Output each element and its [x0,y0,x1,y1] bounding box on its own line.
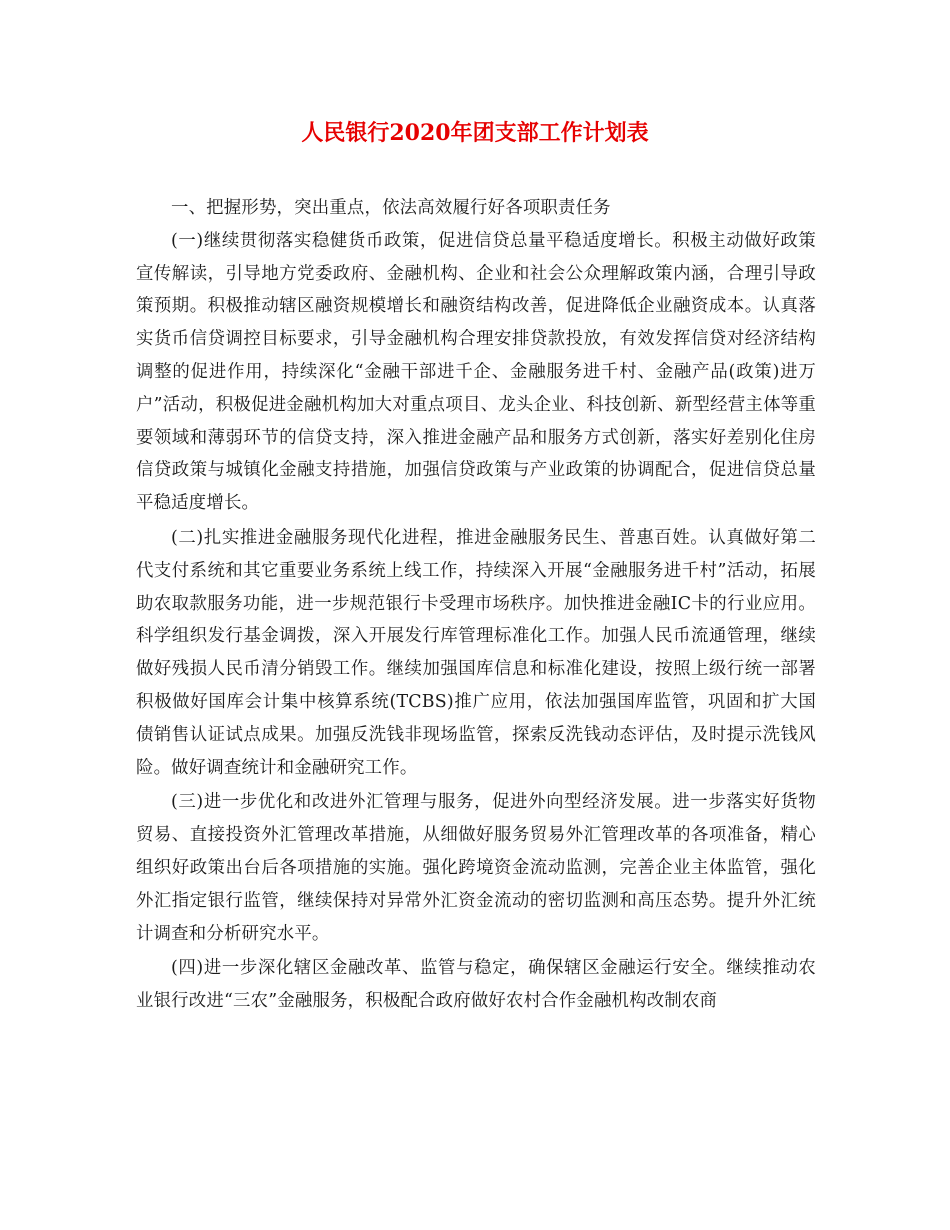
section-heading: 一、把握形势，突出重点，依法高效履行好各项职责任务 [171,198,611,218]
paragraph-financial-services: (二)扎实推进金融服务现代化进程，推进金融服务民生、普惠百姓。认真做好第二代支付系统和其它重要业务系统上线工作，持续深入开展“金融服务进千村”活动，拓展助农取款服务功能，进一步规范银行卡受理市场秩序。加快推进金融IC卡的行业应用。科学组织发行基金调拨，深入开展发行库管理标准化工作。加强人民币流通管理，继续做好残损人民币清分销毁工作。继续加强国库信息和标准化建设，按照上级行统一部署积极做好国库会计集中核算系统(TCBS)推广应用，依法加强国库监管，巩固和扩大国债销售认证试点成果。加强反洗钱非现场监管，探索反洗钱动态评估，及时提示洗钱风险。做好调查统计和金融研究工作。 [136,527,816,778]
document-body [136,192,816,1020]
paragraph-monetary-policy: (一)继续贯彻落实稳健货币政策，促进信贷总量平稳适度增长。积极主动做好政策宣传解读，引导地方党委政府、金融机构、企业和社会公众理解政策内涵，合理引导政策预期。积极推动辖区融资规模增长和融资结构改善，促进降低企业融资成本。认真落实货币信贷调控目标要求，引导金融机构合理安排贷款投放，有效发挥信贷对经济结构调整的促进作用，持续深化“金融干部进千企、金融服务进千村、金融产品(政策)进万户”活动，积极促进金融机构加大对重点项目、龙头企业、科技创新、新型经营主体等重要领域和薄弱环节的信贷支持，深入推进金融产品和服务方式创新，落实好差别化住房信贷政策与城镇化金融支持措施，加强信贷政策与产业政策的协调配合，促进信贷总量平稳适度增长。 [136,230,816,514]
paragraph-foreign-exchange: (三)进一步优化和改进外汇管理与服务，促进外向型经济发展。进一步落实好货物贸易、直接投资外汇管理改革措施，从细做好服务贸易外汇管理改革的各项准备，精心组织好政策出台后各项措施的实施。强化跨境资金流动监测，完善企业主体监管，强化外汇指定银行监管，继续保持对异常外汇资金流动的密切监测和高压态势。提升外汇统计调查和分析研究水平。 [136,792,816,944]
document-title: 人民银行2020年团支部工作计划表 [301,120,649,146]
paragraph-financial-reform: (四)进一步深化辖区金融改革、监管与稳定，确保辖区金融运行安全。继续推动农业银行改进“三农”金融服务，积极配合政府做好农村合作金融机构改制农商 [136,958,816,1012]
